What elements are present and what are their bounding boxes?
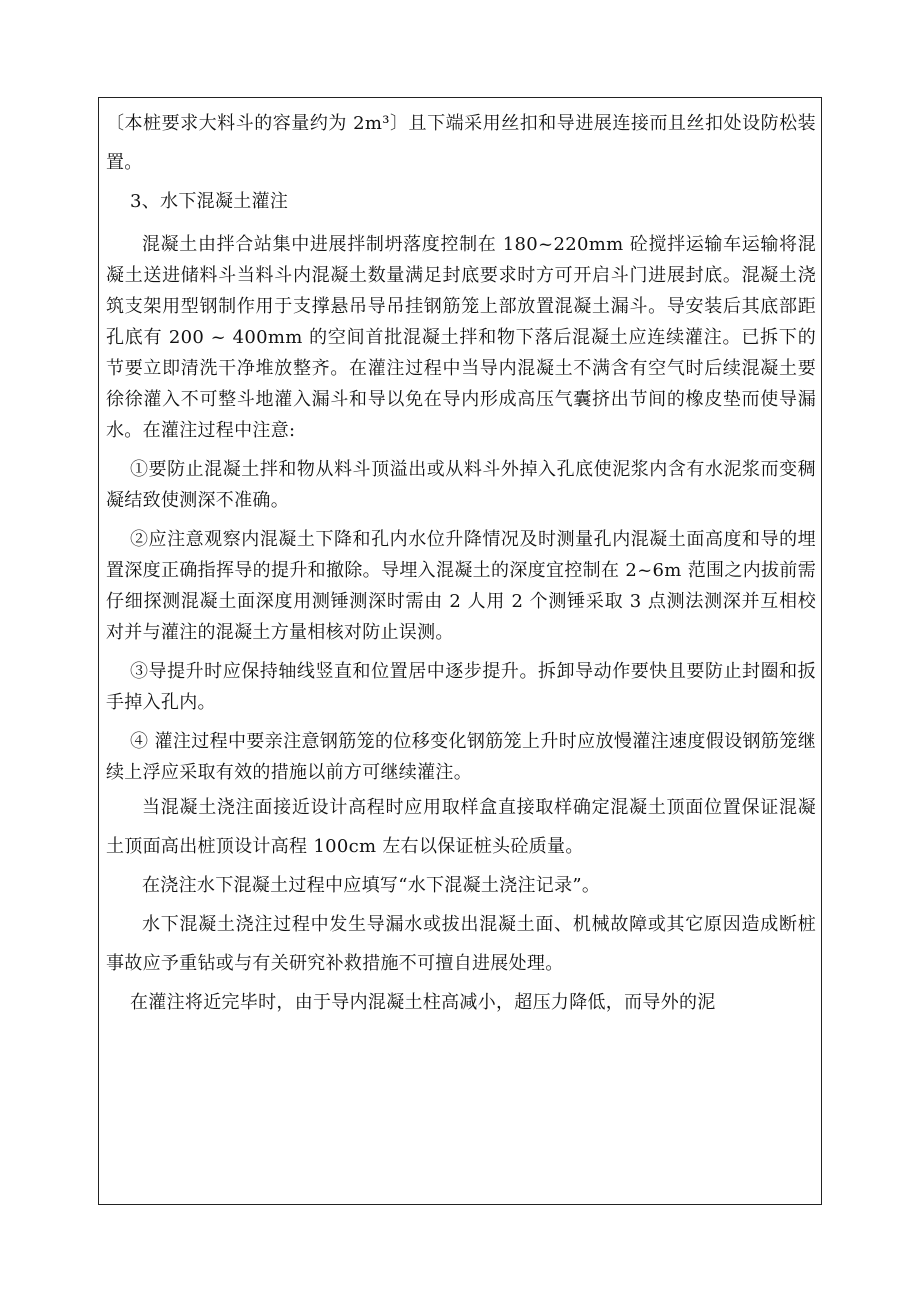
paragraph-note-3: ③导提升时应保持轴线竖直和位置居中逐步提升。拆卸导动作要快且要防止封圈和扳手掉入孔内。 (106, 661, 816, 713)
paragraph-pour-record: 在浇注水下混凝土过程中应填写“水下混凝土浇注记录”。 (142, 875, 601, 896)
section-heading-underwater-concrete: 3、水下混凝土灌注 (130, 191, 289, 212)
document-body (106, 104, 816, 1022)
paragraph-hopper-capacity: 〔本桩要求大料斗的容量约为 2m³〕且下端采用丝扣和导进展连接而且丝扣处设防松装置。 (106, 113, 816, 173)
paragraph-broken-pile: 水下混凝土浇注过程中发生导漏水或拔出混凝土面、机械故障或其它原因造成断桩事故应予重钻或与有关研究补救措施不可擅自进展处理。 (106, 914, 816, 974)
paragraph-concrete-mixing: 混凝土由拌合站集中进展拌制坍落度控制在 180~220mm 砼搅拌运输车运输将混凝土送进储料斗当料斗内混凝土数量满足封底要求时方可开启斗门进展封底。混凝土浇筑支架用型钢制作用于支撑悬吊导吊挂钢筋笼上部放置混凝土漏斗。导安装后其底部距孔底有 200 ~ 400mm 的空间首批混凝土拌和物下落后混凝土应连续灌注。已拆下的节要立即清洗干净堆放整齐。在灌注过程中当导内混凝土不满含有空气时后续混凝土要徐徐灌入不可整斗地灌入漏斗和导以免在导内形成高压气囊挤出节间的橡皮垫而使导漏水。在灌注过程中注意: (106, 234, 816, 441)
paragraph-note-1: ①要防止混凝土拌和物从料斗顶溢出或从料斗外掉入孔底使泥浆内含有水泥浆而变稠凝结致使测深不准确。 (106, 459, 816, 511)
paragraph-note-4: ④ 灌注过程中要亲注意钢筋笼的位移变化钢筋笼上升时应放慢灌注速度假设钢筋笼继续上浮应采取有效的措施以前方可继续灌注。 (106, 731, 816, 783)
paragraph-note-2: ②应注意观察内混凝土下降和孔内水位升降情况及时测量孔内混凝土面高度和导的埋置深度正确指挥导的提升和撤除。导埋入混凝土的深度宜控制在 2~6m 范围之内拔前需仔细探测混凝土面深度用测锤测深时需由 2 人用 2 个测锤采取 3 点测法测深并互相校对并与灌注的混凝土方量相核对防止误测。 (106, 529, 816, 643)
paragraph-top-elevation: 当混凝土浇注面接近设计高程时应用取样盒直接取样确定混凝土顶面位置保证混凝土顶面高出桩顶设计高程 100cm 左右以保证桩头砼质量。 (106, 797, 816, 857)
paragraph-final-pour: 在灌注将近完毕时，由于导内混凝土柱高减小，超压力降低，而导外的泥 (130, 992, 716, 1013)
